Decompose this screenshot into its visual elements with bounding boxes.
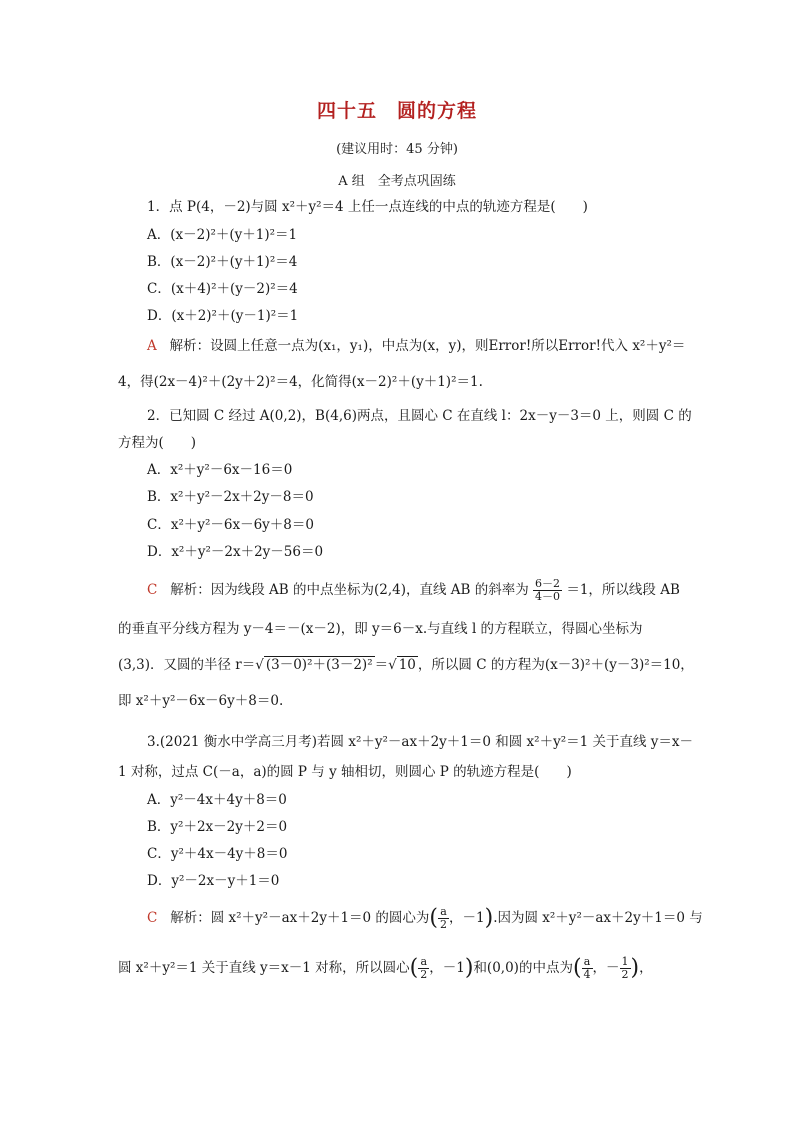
- q3-answer: C: [147, 910, 158, 926]
- q2-equals: ＝: [374, 657, 389, 673]
- q2-option-d: D．x²＋y²－2x＋2y－56＝0: [147, 544, 324, 560]
- q3-solution-text-b: .因为圆 x²＋y²－ax＋2y＋1＝0 与: [493, 910, 703, 926]
- q3-option-a: A．y²－4x＋4y＋8＝0: [147, 792, 287, 808]
- midpoint-x-fraction: [582, 956, 593, 981]
- q1-stem: 1．点 P(4，－2)与圆 x²＋y²＝4 上任一点连线的中点的轨迹方程是( ): [147, 199, 588, 215]
- q2-solution-line-4: 即 x²＋y²－6x－6y＋8＝0.: [118, 693, 284, 709]
- q1-answer: A: [147, 338, 157, 354]
- center-x-denominator: 2: [440, 918, 448, 931]
- q1-solution-line-2: 4，得(2x－4)²＋(2y＋2)²＝4，化简得(x－2)²＋(y＋1)²＝1.: [118, 374, 483, 390]
- radius-radicand: (3－0)²＋(3－2)²: [265, 657, 373, 673]
- q3-solution-text-a: 解析：圆 x²＋y²－ax＋2y＋1＝0 的圆心为: [170, 910, 430, 926]
- q3-option-d: D．y²－2x－y＋1＝0: [147, 873, 280, 889]
- q2-solution-text-a: 解析：因为线段 AB 的中点坐标为(2,4)，直线 AB 的斜率为: [170, 582, 529, 598]
- q3-solution-text-e: ，: [639, 960, 653, 976]
- q2-option-a: A．x²＋y²－6x－16＝0: [147, 462, 293, 478]
- q2-stem-line-1: 2．已知圆 C 经过 A(0,2)，B(4,6)两点，且圆心 C 在直线 l：2x－y－3＝0 上，则圆 C 的: [147, 408, 692, 424]
- q3-solution-text-d: 和(0,0)的中点为: [473, 960, 573, 976]
- group-heading: A 组 全考点巩固练: [338, 174, 456, 189]
- slope-numerator: 6－2: [535, 577, 561, 590]
- q2-answer: C: [147, 582, 158, 598]
- q2-stem-line-2: 方程为( ): [118, 435, 197, 451]
- center2-x-denominator: 2: [420, 968, 428, 981]
- midpoint-x-denominator: 4: [583, 968, 591, 981]
- q2-option-b: B．x²＋y²－2x＋2y－8＝0: [147, 489, 314, 505]
- q3-solution-line-2: 圆 x²＋y²＝1 关于直线 y＝x－1 对称，所以圆心( $\frac{a}{2}$ ，－1)和(0,0)的中点为( $\frac{a}{4}$ ，－ $\frac{1}{2}$ )，: [118, 955, 653, 981]
- q1-option-b: B．(x－2)²＋(y＋1)²＝4: [147, 254, 298, 270]
- midpoint-y-fraction: [620, 956, 631, 981]
- q1-option-d: D．(x＋2)²＋(y－1)²＝1: [147, 308, 299, 324]
- midpoint-y-denominator: 2: [621, 968, 629, 981]
- q1-option-c: C．(x＋4)²＋(y－2)²＝4: [147, 281, 298, 297]
- midpoint-separator: ，－: [592, 960, 620, 976]
- midpoint-y-numerator: 1: [621, 955, 629, 968]
- q3-solution-text-c: 圆 x²＋y²＝1 关于直线 y＝x－1 对称，所以圆心: [118, 960, 410, 976]
- q3-solution-line-1: C 解析：圆 x²＋y²－ax＋2y＋1＝0 的圆心为( $\frac{a}{2}$ ，－1).因为圆 x²＋y²－ax＋2y＋1＝0 与: [147, 905, 703, 931]
- radius-value: 10: [398, 657, 416, 673]
- q3-option-b: B．y²＋2x－2y＋2＝0: [147, 819, 288, 835]
- center-x-numerator: a: [438, 906, 449, 919]
- slope-fraction: [533, 578, 562, 603]
- page-title: 四十五 圆的方程: [316, 100, 477, 122]
- q2-solution-line-1: [147, 578, 680, 603]
- q3-stem-line-2: 1 对称，过点 C(－a，a)的圆 P 与 y 轴相切，则圆心 P 的轨迹方程是( ): [118, 764, 572, 780]
- q2-solution-text-b: ＝1，所以线段 AB: [566, 582, 680, 598]
- center-x-fraction: [438, 906, 449, 931]
- q2-solution-text-d: ，所以圆 C 的方程为(x－3)²＋(y－3)²＝10，: [417, 657, 694, 673]
- q2-option-c: C．x²＋y²－6x－6y＋8＝0: [147, 517, 314, 533]
- q3-option-c: C．y²＋4x－4y＋8＝0: [147, 846, 288, 862]
- center2-x-fraction: [418, 956, 429, 981]
- q2-solution-line-3: (3,3)．又圆的半径 r＝√ (3－0)²＋(3－2)² ＝√ 10 ，所以圆 C 的方程为(x－3)²＋(y－3)²＝10，: [118, 657, 694, 673]
- q2-solution-line-2: 的垂直平分线方程为 y－4＝－(x－2)，即 y＝6－x.与直线 l 的方程联立，得圆心坐标为: [118, 621, 643, 637]
- midpoint-x-numerator: a: [582, 956, 593, 969]
- q1-solution-line-1: [147, 337, 685, 355]
- q1-option-a: A．(x－2)²＋(y＋1)²＝1: [147, 227, 298, 243]
- q2-solution-text-c: (3,3)．又圆的半径 r＝: [118, 657, 256, 673]
- q1-solution-text: 解析：设圆上任意一点为(x₁，y₁)，中点为(x，y)，则Error!所以Error!代入 x²＋y²＝: [169, 338, 686, 354]
- center2-x-numerator: a: [418, 956, 429, 969]
- q3-stem-line-1: 3.(2021 衡水中学高三月考)若圆 x²＋y²－ax＋2y＋1＝0 和圆 x²＋y²＝1 关于直线 y＝x－: [147, 734, 694, 750]
- center2-y-value: ，－1: [429, 960, 465, 976]
- center-y-value: ，－1: [449, 910, 485, 926]
- suggested-time: (建议用时：45 分钟): [336, 142, 458, 157]
- slope-denominator: 4－0: [535, 590, 561, 603]
